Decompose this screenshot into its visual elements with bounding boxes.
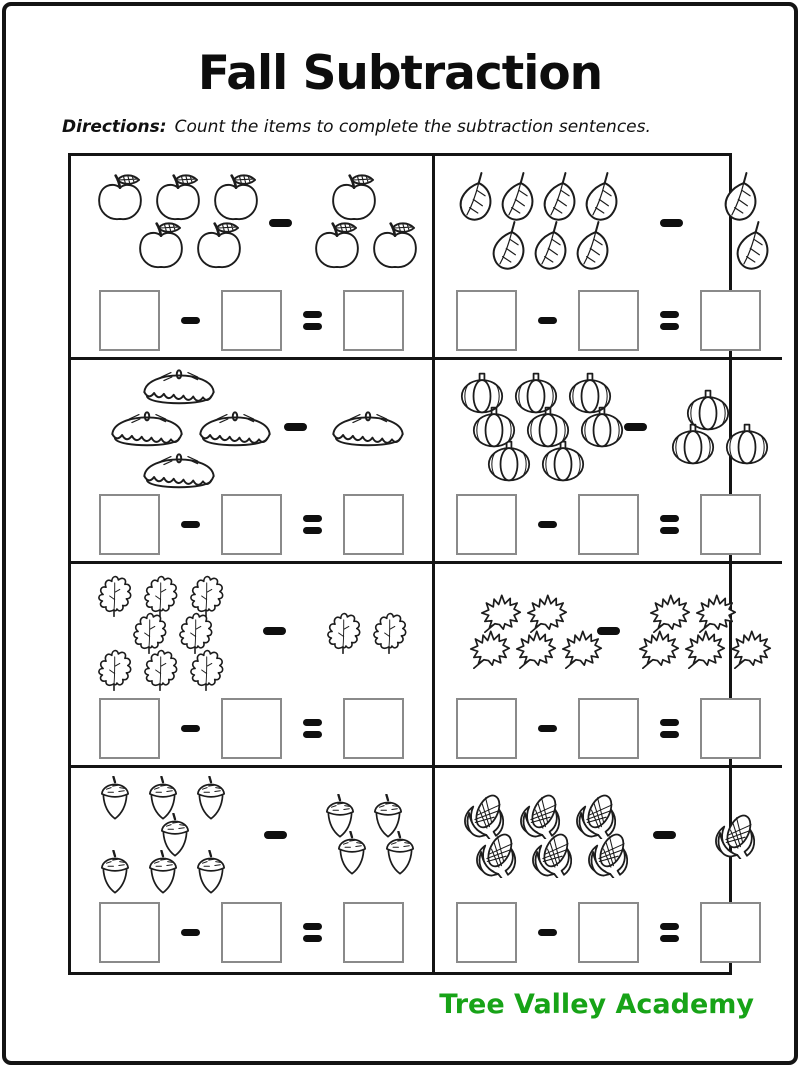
pie-icon (193, 403, 277, 451)
apple-icon (326, 173, 382, 225)
item-row (636, 631, 774, 667)
equals-bar (660, 935, 679, 942)
leaf-icon (721, 171, 761, 226)
item-row (91, 650, 229, 687)
leaf-icon (489, 220, 529, 275)
maple-icon (729, 629, 773, 669)
acorn-icon (329, 831, 375, 876)
pumpkin-icon (468, 406, 520, 448)
acorn-icon (92, 850, 138, 895)
item-row (324, 406, 412, 448)
problem-cell-pies (71, 360, 435, 564)
problem-cell-leaves (435, 156, 782, 360)
minus-icon (181, 317, 200, 324)
directions-label: Directions: (62, 117, 167, 137)
answer-box-minuend[interactable] (99, 494, 160, 555)
minus-icon (649, 831, 680, 839)
oak-icon (368, 609, 410, 654)
acorn-icon (377, 831, 423, 876)
page-title: Fall Subtraction (197, 46, 603, 101)
problem-cell-maple-leaves (435, 564, 782, 768)
leaf-icon (573, 220, 613, 275)
item-row (325, 175, 383, 223)
equals-bar (303, 935, 322, 942)
item-row (666, 427, 774, 461)
minus-icon (538, 521, 557, 528)
leaf-icon (498, 171, 538, 226)
item-row (467, 410, 629, 444)
leaf-icon (531, 220, 571, 275)
equals-icon (660, 311, 679, 330)
apple-icon (133, 221, 189, 273)
answer-box-subtrahend[interactable] (221, 494, 282, 555)
leaf-icon (540, 171, 580, 226)
answer-box-difference[interactable] (343, 698, 404, 759)
subtrahend-group (654, 393, 762, 461)
answer-box-difference[interactable] (700, 494, 761, 555)
item-row (681, 393, 735, 427)
minuend-group (455, 174, 623, 272)
answer-box-minuend[interactable] (99, 698, 160, 759)
item-row (103, 406, 279, 448)
minus-icon (280, 423, 311, 431)
worksheet-page (2, 2, 798, 1065)
equals-bar (303, 527, 322, 534)
item-row (478, 595, 570, 631)
item-row (467, 835, 635, 874)
minus-bar (284, 423, 307, 431)
minus-icon (181, 725, 200, 732)
corn-icon (580, 831, 634, 878)
item-row (488, 223, 614, 272)
apple-icon (208, 173, 264, 225)
item-row (308, 223, 424, 271)
minus-bar (263, 627, 286, 635)
subtrahend-group (316, 798, 412, 872)
directions (62, 117, 794, 137)
item-row (135, 448, 223, 490)
equals-icon (303, 719, 322, 738)
item-row (91, 854, 235, 891)
minus-icon (181, 929, 200, 936)
subtrahend-group (296, 175, 412, 271)
minuend-group (91, 780, 235, 891)
item-row (455, 376, 617, 410)
minus-icon (181, 521, 200, 528)
item-row (151, 817, 199, 854)
minuend-group (91, 576, 229, 687)
minus-icon (538, 725, 557, 732)
minuend-group (91, 364, 267, 490)
apple-icon (367, 221, 423, 273)
corn-icon (707, 812, 761, 859)
answer-box-difference[interactable] (343, 290, 404, 351)
minus-icon (259, 627, 290, 635)
answer-box-subtrahend[interactable] (578, 698, 639, 759)
item-row (126, 613, 218, 650)
problem-cell-corn (435, 768, 782, 972)
equals-icon (303, 311, 322, 330)
maple-icon (560, 629, 604, 669)
answer-box-subtrahend[interactable] (221, 290, 282, 351)
subtrahend-group (320, 613, 412, 650)
leaf-icon (456, 171, 496, 226)
item-row (135, 364, 223, 406)
equals-icon (660, 719, 679, 738)
item-row (482, 444, 590, 478)
minus-bar (264, 831, 287, 839)
equals-bar (303, 311, 322, 318)
answer-box-minuend[interactable] (99, 290, 160, 351)
problem-cell-acorns (71, 768, 435, 972)
item-row (320, 613, 412, 650)
problem-cell-oak-leaves (71, 564, 435, 768)
item-row (91, 175, 265, 223)
minus-icon (265, 219, 296, 227)
maple-icon (479, 593, 523, 633)
answer-box-difference[interactable] (700, 290, 761, 351)
apple-icon (92, 173, 148, 225)
maple-icon (514, 629, 558, 669)
equals-bar (303, 923, 322, 930)
oak-icon (128, 609, 170, 654)
answer-box-subtrahend[interactable] (221, 902, 282, 963)
maple-icon (637, 629, 681, 669)
equals-icon (660, 923, 679, 942)
answer-box-subtrahend[interactable] (221, 698, 282, 759)
equals-icon (660, 515, 679, 534)
leaf-icon (733, 220, 773, 275)
equals-bar (303, 515, 322, 522)
item-row (467, 631, 605, 667)
equals-bar (660, 719, 679, 726)
pie-icon (105, 403, 189, 451)
maple-icon (648, 593, 692, 633)
answer-box-minuend[interactable] (456, 290, 517, 351)
leaf-icon (582, 171, 622, 226)
item-row (732, 223, 774, 272)
minuend-group (455, 595, 593, 667)
minus-bar (269, 219, 292, 227)
item-row (647, 595, 739, 631)
answer-box-subtrahend[interactable] (578, 902, 639, 963)
pumpkin-icon (721, 423, 773, 465)
acorn-icon (152, 813, 198, 858)
equals-icon (303, 515, 322, 534)
answer-box-minuend[interactable] (456, 902, 517, 963)
equals-bar (660, 527, 679, 534)
item-row (91, 780, 235, 817)
item-row (316, 798, 412, 835)
problem-cell-pumpkins (435, 360, 782, 564)
answer-box-difference[interactable] (343, 494, 404, 555)
item-row (328, 835, 424, 872)
pumpkin-icon (522, 406, 574, 448)
item-row (455, 174, 623, 223)
problem-cell-apples (71, 156, 435, 360)
maple-icon (468, 629, 512, 669)
subtrahend-group (720, 174, 762, 272)
maple-icon (525, 593, 569, 633)
minus-icon (260, 831, 291, 839)
maple-icon (694, 593, 738, 633)
item-row (720, 174, 762, 223)
problems-grid (68, 153, 732, 975)
item-row (455, 796, 623, 835)
equals-bar (660, 923, 679, 930)
maple-icon (683, 629, 727, 669)
pumpkin-icon (667, 423, 719, 465)
minus-bar (653, 831, 676, 839)
corn-icon (468, 831, 522, 878)
answer-box-minuend[interactable] (456, 698, 517, 759)
item-row (706, 816, 762, 855)
pie-icon (326, 403, 410, 451)
answer-box-minuend[interactable] (456, 494, 517, 555)
item-row (91, 576, 229, 613)
answer-box-subtrahend[interactable] (578, 290, 639, 351)
minus-icon (538, 929, 557, 936)
minuend-group (455, 376, 617, 478)
equals-bar (303, 719, 322, 726)
equals-bar (660, 515, 679, 522)
minus-bar (660, 219, 683, 227)
equals-bar (660, 311, 679, 318)
answer-box-subtrahend[interactable] (578, 494, 639, 555)
answer-box-difference[interactable] (700, 902, 761, 963)
answer-box-difference[interactable] (700, 698, 761, 759)
subtrahend-group (624, 595, 762, 667)
equals-bar (660, 323, 679, 330)
apple-icon (309, 221, 365, 273)
oak-icon (322, 609, 364, 654)
pie-icon (137, 445, 221, 493)
minus-icon (538, 317, 557, 324)
equals-bar (303, 731, 322, 738)
oak-icon (174, 609, 216, 654)
apple-icon (191, 221, 247, 273)
pie-icon (137, 361, 221, 409)
acorn-icon (92, 776, 138, 821)
directions-text: Count the items to complete the subtraction sentences. (174, 117, 651, 137)
subtrahend-group (706, 816, 762, 855)
pumpkin-icon (576, 406, 628, 448)
corn-icon (524, 831, 578, 878)
item-row (132, 223, 248, 271)
minus-icon (656, 219, 687, 227)
answer-box-minuend[interactable] (99, 902, 160, 963)
minuend-group (455, 796, 623, 874)
equals-icon (303, 923, 322, 942)
footer-brand: Tree Valley Academy (439, 989, 754, 1020)
minuend-group (91, 175, 265, 271)
apple-icon (150, 173, 206, 225)
equals-bar (303, 323, 322, 330)
answer-box-difference[interactable] (343, 902, 404, 963)
subtrahend-group (324, 406, 412, 448)
equals-bar (660, 731, 679, 738)
